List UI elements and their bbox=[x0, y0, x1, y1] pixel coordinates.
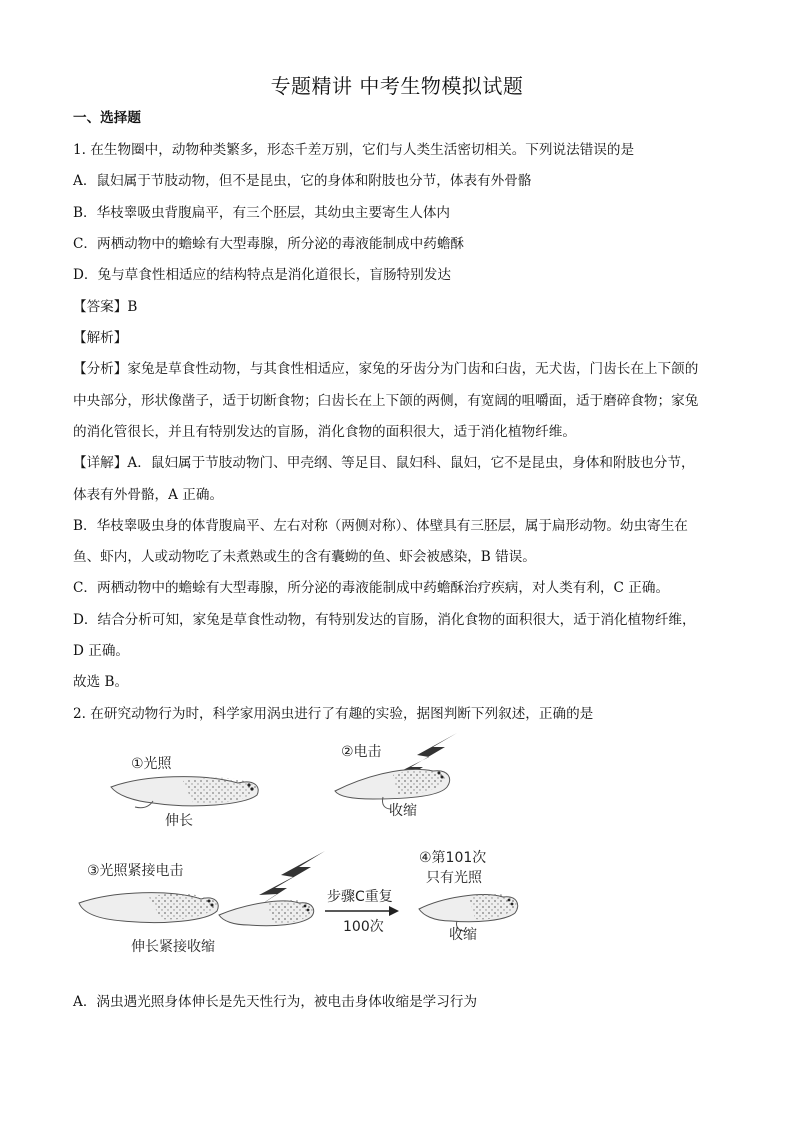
xiangjie-line-5: C．两栖动物中的蟾蜍有大型毒腺，所分泌的毒液能制成中药蟾酥治疗疾病，对人类有利，C 正确。 bbox=[73, 580, 670, 596]
planarian-3b bbox=[219, 900, 314, 926]
q1-option-d: D．兔与草食性相适应的结构特点是消化道很长，盲肠特别发达 bbox=[73, 267, 451, 283]
fenxi-line-1 bbox=[73, 359, 723, 379]
xiangjie-line-7: D 正确。 bbox=[73, 643, 130, 659]
xiangjie-line-4: 鱼、虾内，人或动物吃了未煮熟或生的含有囊蚴的鱼、虾会被感染，B 错误。 bbox=[73, 549, 536, 565]
answer-value: B bbox=[127, 299, 138, 315]
section-heading: 一、选择题 bbox=[73, 110, 141, 126]
xiangjie-line-8: 故选 B。 bbox=[73, 674, 129, 690]
planarian-1 bbox=[111, 777, 258, 808]
panel-4-caption: 收缩 bbox=[449, 927, 477, 943]
q2-stem: 2. 在研究动物行为时，科学家用涡虫进行了有趣的实验，据图判断下列叙述，正确的是 bbox=[73, 706, 594, 722]
panel-1-label: ①光照 bbox=[131, 756, 172, 772]
panel-1-caption: 伸长 bbox=[165, 813, 193, 829]
panel-2-caption: 收缩 bbox=[389, 803, 417, 819]
analysis-label: 【解析】 bbox=[73, 330, 128, 346]
answer-label: 【答案】 bbox=[73, 299, 128, 315]
q1-option-a: A．鼠妇属于节肢动物，但不是昆虫，它的身体和附肢也分节，体表有外骨骼 bbox=[73, 173, 532, 189]
fenxi-line-3: 的消化管很长，并且有特别发达的盲肠，消化食物的面积很大，适于消化植物纤维。 bbox=[73, 424, 576, 440]
panel-3-label: ③光照紧接电击 bbox=[87, 863, 184, 879]
xiangjie-label: 【详解】 bbox=[73, 455, 128, 471]
planarian-3a bbox=[79, 893, 218, 923]
xiangjie-line-3: B．华枝睾吸虫身的体背腹扁平、左右对称（两侧对称）、体壁具有三胚层，属于扁形动物。幼虫寄生在 bbox=[73, 518, 688, 534]
q1-option-c: C．两栖动物中的蟾蜍有大型毒腺，所分泌的毒液能制成中药蟾酥 bbox=[73, 236, 465, 252]
panel-3-caption: 伸长紧接收缩 bbox=[131, 939, 215, 955]
xiangjie-line-1 bbox=[73, 453, 723, 473]
fenxi-line-2: 中央部分，形状像凿子，适于切断食物；臼齿长在上下颌的两侧，有宽阔的咀嚼面，适于磨碎食物；家兔 bbox=[73, 393, 699, 409]
panel-2-label: ②电击 bbox=[341, 744, 382, 760]
panel-4-label-2: 只有光照 bbox=[426, 870, 482, 886]
fenxi-text-1: 家兔是草食性动物，与其食性相适应，家兔的牙齿分为门齿和臼齿，无犬齿，门齿长在上下颌的 bbox=[127, 361, 699, 377]
q1-answer bbox=[73, 297, 723, 317]
step-count: 100次 bbox=[343, 919, 384, 935]
q1-option-b: B．华枝睾吸虫背腹扁平，有三个胚层，其幼虫主要寄生人体内 bbox=[73, 205, 451, 221]
q1-stem: 1. 在生物圈中，动物种类繁多，形态千差万别，它们与人类生活密切相关。下列说法错误的是 bbox=[73, 142, 635, 158]
arrow-head-icon bbox=[389, 906, 399, 916]
planarian-figure bbox=[73, 725, 533, 970]
panel-4-label-1: ④第101次 bbox=[419, 850, 487, 866]
xiangjie-line-2: 体表有外骨骼，A 正确。 bbox=[73, 487, 224, 503]
page-title: 专题精讲 中考生物模拟试题 bbox=[270, 74, 524, 98]
q2-option-a: A．涡虫遇光照身体伸长是先天性行为，被电击身体收缩是学习行为 bbox=[73, 994, 478, 1010]
fenxi-label: 【分析】 bbox=[73, 361, 128, 377]
planarian-4 bbox=[419, 894, 518, 931]
step-label: 步骤C重复 bbox=[327, 889, 393, 905]
xiangjie-text-1: A．鼠妇属于节肢动物门、甲壳纲、等足目、鼠妇科、鼠妇，它不是昆虫，身体和附肢也分节， bbox=[127, 455, 695, 471]
xiangjie-line-6: D．结合分析可知，家兔是草食性动物，有特别发达的盲肠，消化食物的面积很大，适于消化植物纤维， bbox=[73, 612, 696, 628]
